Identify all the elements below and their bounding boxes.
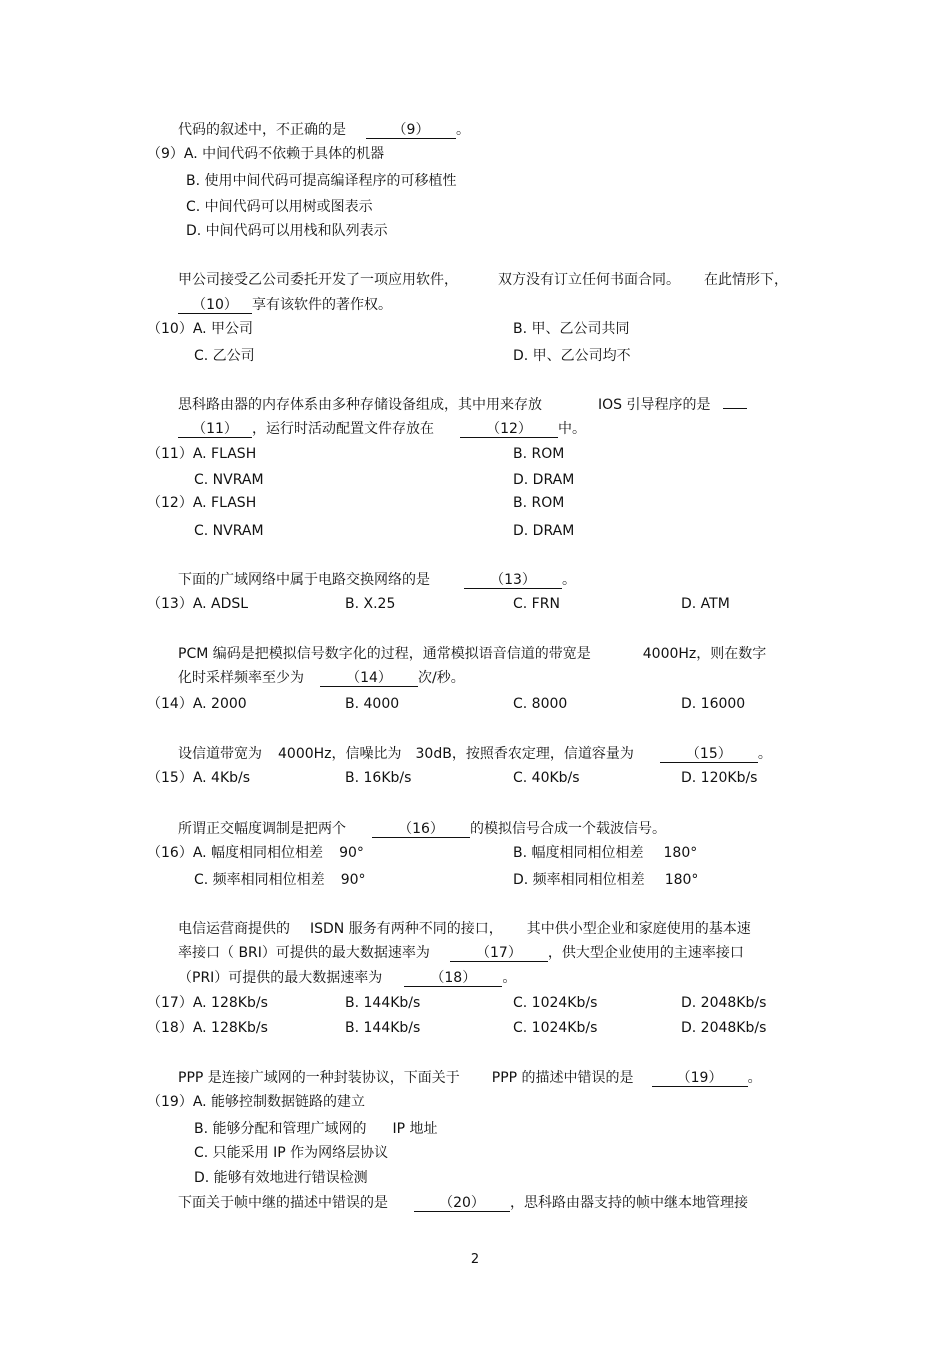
q20-blank: （20） — [414, 1195, 510, 1212]
q10-blank: （10） — [178, 297, 252, 314]
q11-option-a: （11）A. FLASH — [147, 446, 257, 462]
q19-option-a: （19）A. 能够控制数据链路的建立 — [147, 1094, 366, 1110]
q12-option-a: （12）A. FLASH — [147, 495, 257, 511]
q14-option-b: B. 4000 — [345, 696, 400, 712]
q13-blank: （13） — [464, 572, 562, 589]
q16-option-c: C. 频率相同相位相差 90° — [194, 872, 366, 888]
q16-option-a: （16）A. 幅度相同相位相差 90° — [147, 845, 364, 861]
q10-stem-line1: 甲公司接受乙公司委托开发了一项应用软件， 双方没有订立任何书面合同。 在此情形下， — [178, 272, 788, 288]
q17-option-d: D. 2048Kb/s — [681, 995, 767, 1011]
q14-stem-line1: PCM 编码是把模拟信号数字化的过程，通常模拟语音信道的带宽是 4000Hz，则在数字 — [178, 646, 767, 662]
q19-blank: （19） — [652, 1070, 748, 1087]
q15-stem: 设信道带宽为 4000Hz，信噪比为 30dB，按照香农定理，信道容量为 （15） 。 — [178, 746, 772, 762]
q17-blank: （17） — [450, 945, 548, 962]
q17-option-c: C. 1024Kb/s — [513, 995, 598, 1011]
q10-option-b: B. 甲、乙公司共同 — [513, 321, 630, 337]
q14-option-d: D. 16000 — [681, 696, 746, 712]
q20-stem: 下面关于帧中继的描述中错误的是 （20） ，思科路由器支持的帧中继本地管理接 — [178, 1195, 748, 1211]
q10-option-d: D. 甲、乙公司均不 — [513, 348, 631, 364]
q11-stem-line2: （11） ，运行时活动配置文件存放在 （12） 中。 — [178, 420, 586, 438]
q18-option-a: （18）A. 128Kb/s — [147, 1020, 268, 1036]
q15-option-d: D. 120Kb/s — [681, 770, 758, 786]
q18-option-c: C. 1024Kb/s — [513, 1020, 598, 1036]
q18-stem-line3: （PRI）可提供的最大数据速率为 （18） 。 — [178, 970, 517, 986]
q14-blank: （14） — [320, 670, 418, 687]
q10-stem-line2: （10） 享有该软件的著作权。 — [178, 296, 392, 314]
q13-option-c: C. FRN — [513, 596, 560, 612]
page-number: 2 — [470, 1252, 480, 1267]
q16-option-d: D. 频率相同相位相差 180° — [513, 872, 699, 888]
q14-stem-line2: 化时采样频率至少为 （14） 次/秒。 — [178, 670, 465, 686]
q13-option-b: B. X.25 — [345, 596, 396, 612]
q19-stem: PPP 是连接广域网的一种封装协议，下面关于 PPP 的描述中错误的是 （19） 。 — [178, 1070, 762, 1086]
q9-stem: 代码的叙述中，不正确的是 （9） 。 — [178, 122, 470, 138]
q15-option-b: B. 16Kb/s — [345, 770, 412, 786]
q17-stem-line1: 电信运营商提供的 ISDN 服务有两种不同的接口， 其中供小型企业和家庭使用的基本速 — [178, 921, 751, 937]
q17-option-a: （17）A. 128Kb/s — [147, 995, 268, 1011]
q11-blank: （11） — [178, 421, 252, 438]
q12-blank: （12） — [460, 421, 558, 438]
q19-option-d: D. 能够有效地进行错误检测 — [194, 1170, 368, 1186]
q14-option-c: C. 8000 — [513, 696, 568, 712]
q16-stem: 所谓正交幅度调制是把两个 （16） 的模拟信号合成一个载波信号。 — [178, 821, 666, 837]
q15-option-c: C. 40Kb/s — [513, 770, 580, 786]
q17-stem-line2: 率接口（ BRI）可提供的最大数据速率为 （17） ，供大型企业使用的主速率接口 — [178, 945, 744, 961]
q9-blank: （9） — [366, 122, 456, 139]
q16-blank: （16） — [372, 821, 470, 838]
q14-option-a: （14）A. 2000 — [147, 696, 247, 712]
q12-option-d: D. DRAM — [513, 523, 575, 539]
q9-option-c: C. 中间代码可以用树或图表示 — [186, 199, 373, 215]
q18-option-d: D. 2048Kb/s — [681, 1020, 767, 1036]
q11-option-b: B. ROM — [513, 446, 565, 462]
q10-option-c: C. 乙公司 — [194, 348, 255, 364]
q12-option-b: B. ROM — [513, 495, 565, 511]
q19-option-b: B. 能够分配和管理广域网的 IP 地址 — [194, 1121, 438, 1137]
q15-option-a: （15）A. 4Kb/s — [147, 770, 251, 786]
q19-option-c: C. 只能采用 IP 作为网络层协议 — [194, 1145, 389, 1161]
q16-option-b: B. 幅度相同相位相差 180° — [513, 845, 698, 861]
q13-option-d: D. ATM — [681, 596, 730, 612]
q11-option-d: D. DRAM — [513, 472, 575, 488]
q12-option-c: C. NVRAM — [194, 523, 264, 539]
q18-option-b: B. 144Kb/s — [345, 1020, 421, 1036]
q15-blank: （15） — [660, 746, 758, 763]
q9-option-b: B. 使用中间代码可提高编译程序的可移植性 — [186, 173, 457, 189]
q9-option-d: D. 中间代码可以用栈和队列表示 — [186, 223, 388, 239]
q13-option-a: （13）A. ADSL — [147, 596, 249, 612]
q11-stem-line1: 思科路由器的内存体系由多种存储设备组成，其中用来存放 IOS 引导程序的是 — [178, 396, 747, 414]
q9-option-a: （9）A. 中间代码不依赖于具体的机器 — [147, 146, 385, 162]
q11-option-c: C. NVRAM — [194, 472, 264, 488]
q17-option-b: B. 144Kb/s — [345, 995, 421, 1011]
q10-option-a: （10）A. 甲公司 — [147, 321, 254, 337]
q13-stem: 下面的广域网络中属于电路交换网络的是 （13） 。 — [178, 572, 576, 588]
q18-blank: （18） — [404, 970, 502, 987]
